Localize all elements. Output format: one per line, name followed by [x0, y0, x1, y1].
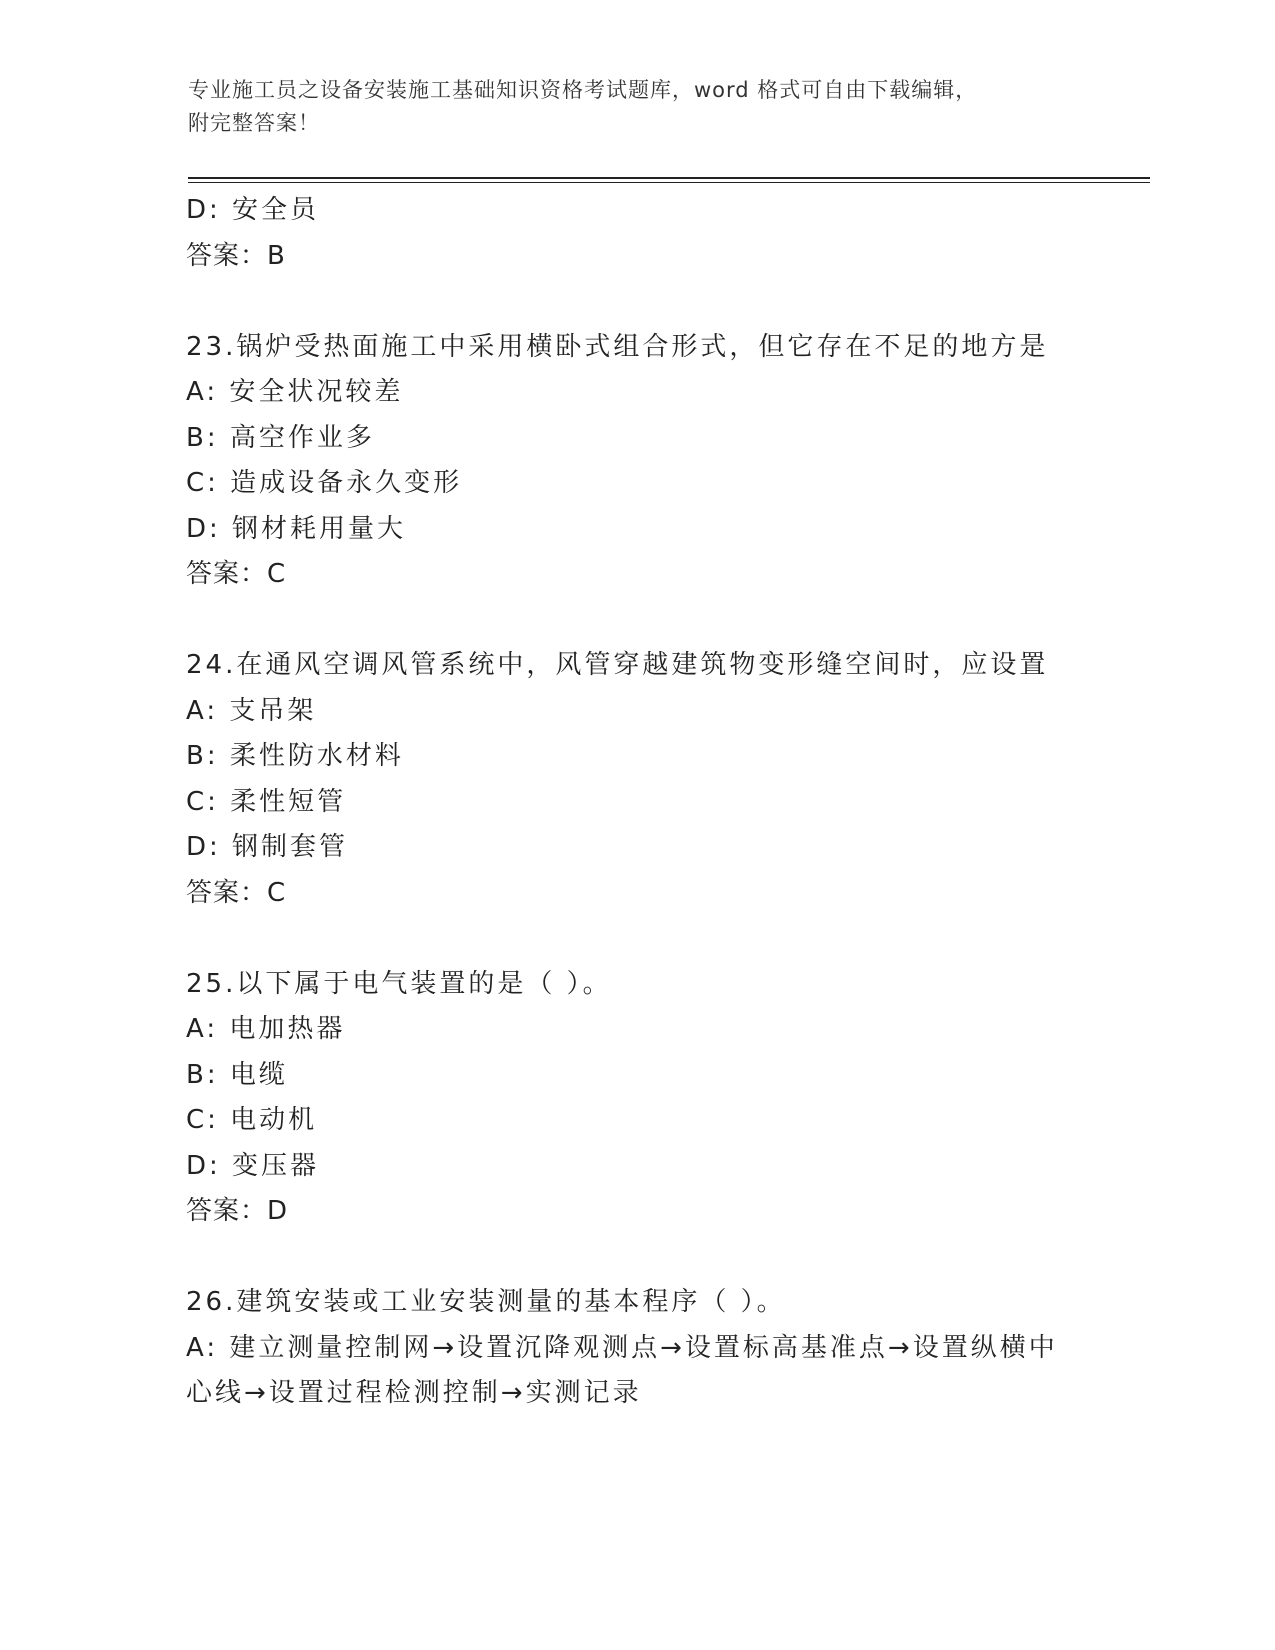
option-a-line-1: A: 建立测量控制网→设置沉降观测点→设置标高基准点→设置纵横中	[186, 1332, 1058, 1363]
option-c: C: 柔性短管	[186, 786, 347, 817]
option-b: B: 电缆	[186, 1059, 288, 1090]
question-24	[186, 643, 1146, 916]
prev-option-d: D: 安全员	[186, 195, 320, 225]
option-a-line-2: 心线→设置过程检测控制→实测记录	[186, 1378, 642, 1408]
answer: 答案：C	[186, 877, 287, 908]
option-d: D: 钢材耗用量大	[186, 513, 407, 544]
option-d: D: 钢制套管	[186, 832, 349, 862]
answer: 答案：D	[186, 1196, 289, 1226]
header-divider-thin	[188, 182, 1150, 183]
question-stem: 24.在通风空调风管系统中，风管穿越建筑物变形缝空间时，应设置	[186, 650, 1049, 680]
prev-answer: 答案：B	[186, 240, 286, 271]
spacer	[186, 279, 1146, 325]
document-header	[188, 74, 1088, 140]
option-a: A: 安全状况较差	[186, 377, 404, 407]
answer: 答案：C	[186, 559, 287, 589]
spacer	[186, 598, 1146, 644]
spacer	[186, 916, 1146, 962]
question-23	[186, 325, 1146, 598]
header-line-2: 附完整答案！	[188, 111, 320, 135]
option-a: A: 电加热器	[186, 1014, 346, 1044]
question-25	[186, 962, 1146, 1235]
header-divider-thick	[188, 177, 1150, 179]
question-stem: 23.锅炉受热面施工中采用横卧式组合形式，但它存在不足的地方是	[186, 331, 1049, 362]
option-b: B: 高空作业多	[186, 422, 375, 453]
option-a: A: 支吊架	[186, 695, 317, 726]
question-stem: 25.以下属于电气装置的是（ ）。	[186, 968, 612, 999]
question-26	[186, 1280, 1146, 1417]
spacer	[186, 1235, 1146, 1281]
option-d: D: 变压器	[186, 1150, 320, 1181]
question-stem: 26.建筑安装或工业安装测量的基本程序（ ）。	[186, 1287, 786, 1317]
header-line-1: 专业施工员之设备安装施工基础知识资格考试题库，word 格式可自由下载编辑，	[188, 78, 978, 102]
question-list	[186, 188, 1146, 1417]
option-b: B: 柔性防水材料	[186, 741, 404, 771]
option-c: C: 造成设备永久变形	[186, 468, 463, 498]
option-c: C: 电动机	[186, 1105, 318, 1135]
